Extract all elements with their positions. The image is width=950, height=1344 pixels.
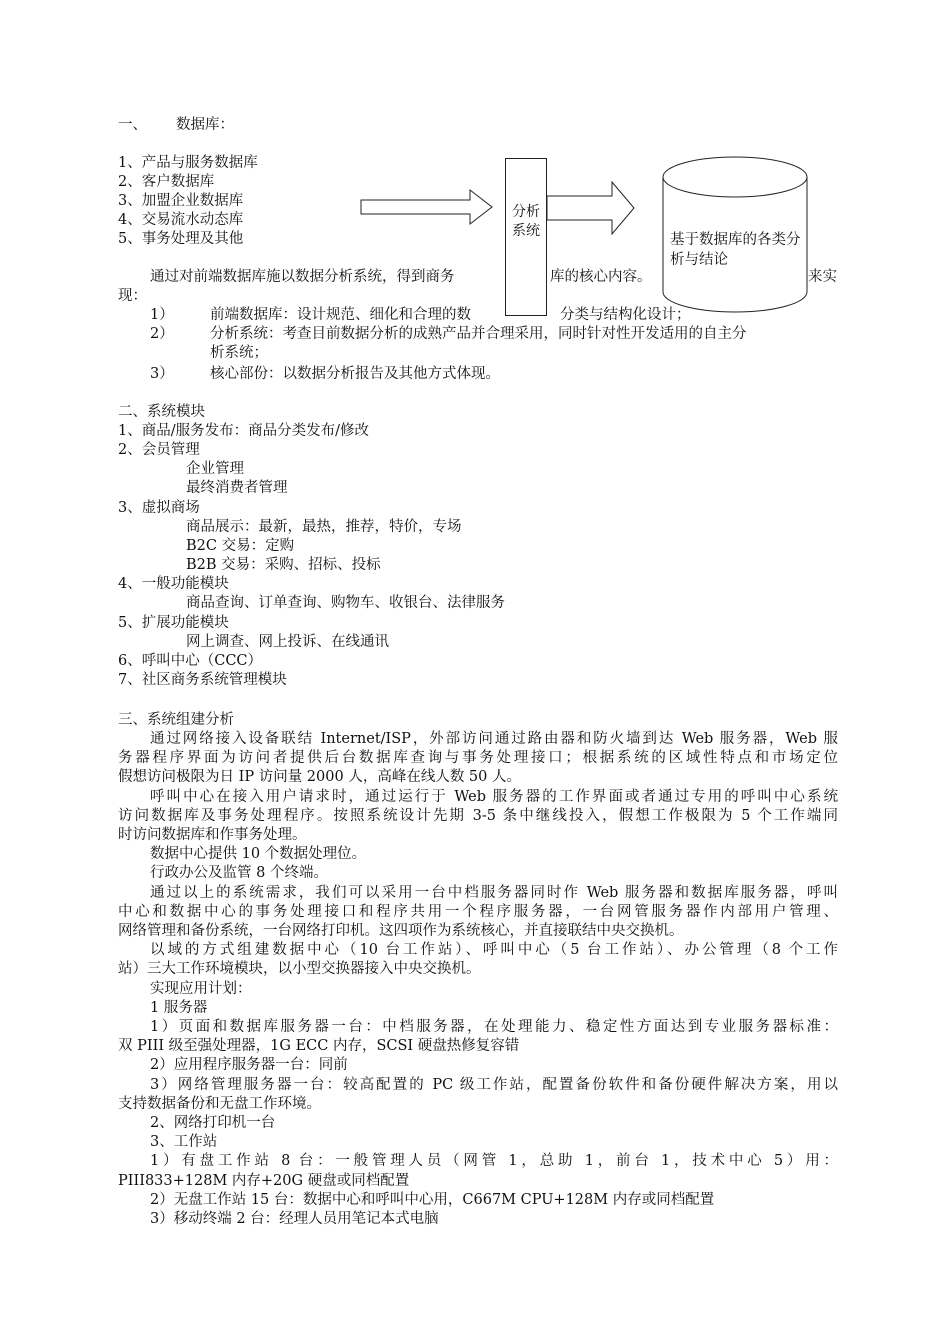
analysis-flow-diagram [0, 0, 950, 340]
module-item: 1、商品/服务发布：商品分类发布/修改 [118, 423, 369, 439]
body-line: 时访问数据库和作事务处理。 [118, 827, 307, 843]
body-line: 访问数据库及事务处理程序。按照系统设计先期 3-5 条中继线投入，假想工作极限为 5 个工作端同 [118, 807, 838, 824]
module-item: 6、呼叫中心（CCC） [118, 652, 263, 669]
body-line: 行政办公及监管 8 个终端。 [150, 865, 328, 882]
body-line: 以域的方式组建数据中心（10 台工作站）、呼叫中心（5 台工作站）、办公管理（8 个工作 [150, 942, 838, 959]
section2-heading: 二、系统模块 [118, 404, 205, 420]
intro-paragraph-line2: 现： [118, 288, 147, 304]
body-line: 中心和数据中心的事务处理接口和程序共用一个程序服务器，一台网管服务器作内部用户管理、 [118, 903, 838, 920]
module-sub-item: 商品查询、订单查询、购物车、收银台、法律服务 [186, 595, 505, 612]
db-item-3: 3、加盟企业数据库 [118, 193, 244, 209]
body-line: 2）应用程序服务器一台：同前 [150, 1057, 348, 1074]
body-line: 1 服务器 [150, 999, 208, 1016]
body-line: PIII833+128M 内存+20G 硬盘或同档配置 [118, 1172, 410, 1189]
point-3-number: 3） [150, 366, 174, 382]
analysis-system-box [505, 158, 547, 316]
body-line: 假想访问极限为日 IP 访问量 2000 人，高峰在线人数 50 人。 [118, 769, 521, 786]
module-item: 2、会员管理 [118, 442, 200, 459]
module-sub-item: 网上调查、网上投诉、在线通讯 [186, 633, 389, 650]
body-line: 实现应用计划： [150, 980, 252, 997]
body-line: 3、工作站 [150, 1134, 218, 1151]
module-sub-item: B2B 交易：采购、招标、投标 [186, 557, 381, 574]
db-item-1: 1、产品与服务数据库 [118, 155, 258, 171]
point-2-continued: 析系统； [210, 345, 268, 361]
module-item: 4、一般功能模块 [118, 576, 229, 593]
body-line: 1）有盘工作站 8 台：一般管理人员（网管 1，总助 1，前台 1，技术中心 5）用： [150, 1153, 838, 1170]
body-line: 网络管理和备份系统，一台网络打印机。这四项作为系统核心，并直接联结中央交换机。 [118, 923, 684, 939]
point-1-number: 1） [150, 307, 174, 323]
body-line: 呼叫中心在接入用户请求时，通过运行于 Web 服务器的工作界面或者通过专用的呼叫中心系统 [150, 788, 838, 805]
db-item-5: 5、事务处理及其他 [118, 231, 244, 247]
body-line: 2、网络打印机一台 [150, 1115, 276, 1131]
body-line: 支持数据备份和无盘工作环境。 [118, 1095, 321, 1112]
point-1-text: 前端数据库：设计规范、细化和合理的数 [210, 307, 471, 323]
module-item: 3、虚拟商场 [118, 499, 200, 516]
body-line: 双 PIII 级至强处理器，1G ECC 内存，SCSI 硬盘热修复容错 [118, 1038, 520, 1055]
module-sub-item: 商品展示：最新，最热，推荐，特价，专场 [186, 518, 462, 535]
module-sub-item: B2C 交易：定购 [186, 537, 295, 554]
db-item-4: 4、交易流水动态库 [118, 212, 244, 228]
body-line: 通过网络接入设备联结 Internet/ISP，外部访问通过路由器和防火墙到达 Web 服务器，Web 服 [150, 731, 838, 747]
module-sub-item: 最终消费者管理 [186, 480, 288, 497]
intro-paragraph-line1: 通过对前端数据库施以数据分析系统，得到商务 [150, 269, 455, 285]
body-line: 3）移动终端 2 台：经理人员用笔记本式电脑 [150, 1211, 439, 1227]
section1-heading-number: 一、 [118, 117, 147, 133]
point-2-number: 2） [150, 326, 174, 342]
analysis-system-label: 分析系统 [512, 204, 540, 239]
module-sub-item: 企业管理 [186, 461, 244, 478]
body-line: 1）页面和数据库服务器一台：中档服务器，在处理能力、稳定性方面达到专业服务器标准： [150, 1019, 838, 1035]
module-item: 7、社区商务系统管理模块 [118, 671, 287, 688]
db-item-2: 2、客户数据库 [118, 174, 215, 190]
point-2-text: 分析系统：考查目前数据分析的成熟产品并合理采用，同时针对性开发适用的自主分 [210, 326, 747, 342]
body-line: 3）网络管理服务器一台：较高配置的 PC 级工作站，配置备份软件和备份硬件解决方案，用以 [150, 1076, 838, 1093]
intro-paragraph-line1-mid: 库的核心内容。 [550, 269, 652, 285]
section1-heading: 数据库： [176, 117, 234, 133]
body-line: 站）三大工作环境模块，以小型交换器接入中央交换机。 [118, 961, 481, 978]
body-line: 2）无盘工作站 15 台：数据中心和呼叫中心用，C667M CPU+128M 内存或同档配置 [150, 1191, 715, 1208]
input-arrow [361, 190, 492, 224]
point-1-tail: 分类与结构化设计； [560, 307, 691, 323]
body-line: 通过以上的系统需求，我们可以采用一台中档服务器同时作 Web 服务器和数据库服务器，呼叫 [150, 884, 838, 901]
output-arrow [547, 182, 634, 234]
module-item: 5、扩展功能模块 [118, 614, 229, 631]
intro-paragraph-line1-end: 来实 [808, 269, 837, 285]
body-line: 数据中心提供 10 个数据处理位。 [150, 846, 367, 863]
cylinder-label: 基于数据库的各类分析与结论 [670, 232, 801, 268]
body-line: 务器程序界面为访问者提供后台数据库查询与事务处理接口；根据系统的区域性特点和市场定位 [118, 750, 838, 767]
section3-heading: 三、系统组建分析 [118, 712, 234, 728]
point-3-text: 核心部份：以数据分析报告及其他方式体现。 [210, 366, 500, 382]
